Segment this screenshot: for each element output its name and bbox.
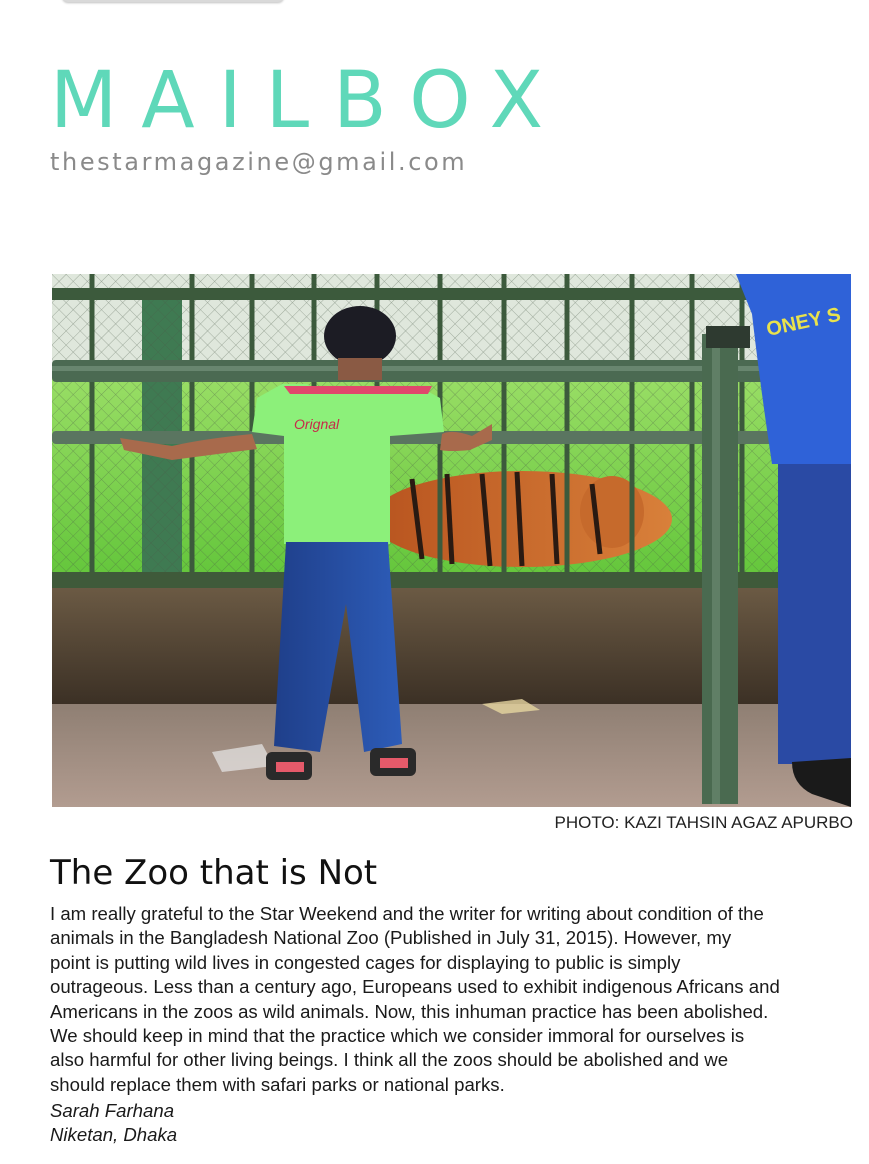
letter-body-line: outrageous. Less than a century ago, Europeans used to exhibit indigenous Africans and xyxy=(50,976,780,998)
letter-body-line: We should keep in mind that the practice which we consider immoral for ourselves is xyxy=(50,1025,745,1047)
zoo-photo-illustration xyxy=(52,274,851,807)
zoo-photo xyxy=(52,274,851,807)
letter-body-line: I am really grateful to the Star Weekend and the writer for writing about condition of the xyxy=(50,903,764,924)
letter-body-line: should replace them with safari parks or national parks. xyxy=(50,1073,505,1095)
letter-signature xyxy=(50,1099,177,1147)
letter-body-line: Americans in the zoos as wild animals. Now, this inhuman practice has been abolished. xyxy=(50,1000,769,1022)
section-title: MAILBOX xyxy=(50,56,568,146)
letter-body xyxy=(50,902,850,1097)
contact-email: thestarmagazine@gmail.com xyxy=(50,148,468,176)
right-shirt-print: ONEY S xyxy=(764,303,843,341)
author-location: Niketan, Dhaka xyxy=(50,1124,178,1145)
author-name: Sarah Farhana xyxy=(50,1100,175,1121)
top-tab-decoration xyxy=(62,0,284,2)
photo-credit: PHOTO: KAZI TAHSIN AGAZ APURBO xyxy=(554,813,853,832)
letter-title: The Zoo that is Not xyxy=(50,853,378,893)
letter-body-line: also harmful for other living beings. I think all the zoos should be abolished and we xyxy=(50,1049,729,1071)
letter-body-line: animals in the Bangladesh National Zoo (Published in July 31, 2015). However, my xyxy=(50,927,732,949)
shirt-print: Orignal xyxy=(294,416,340,432)
letter-body-line: point is putting wild lives in congested cages for displaying to public is simply xyxy=(50,951,681,973)
